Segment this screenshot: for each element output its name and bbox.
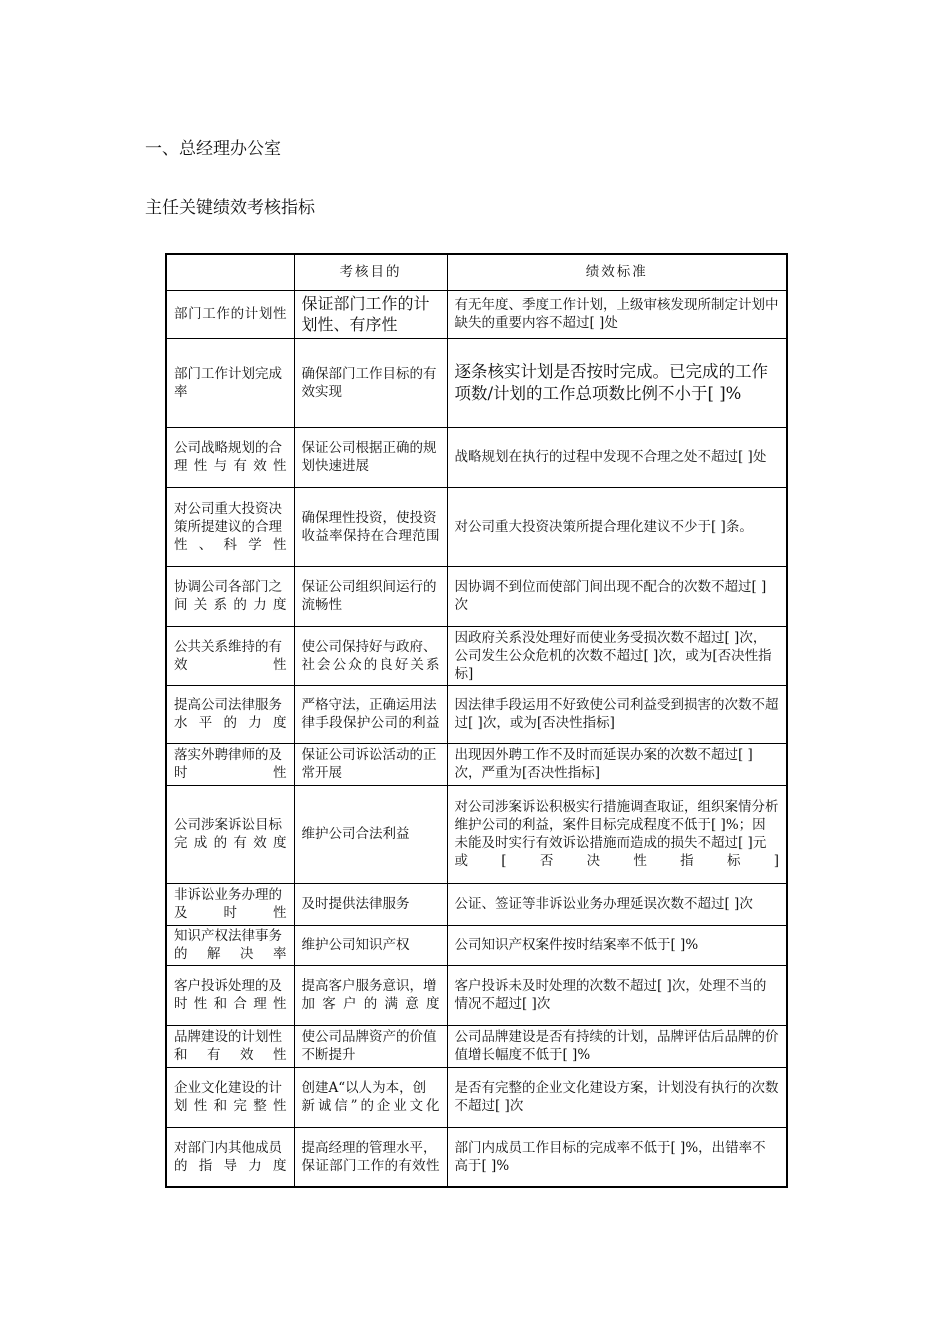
standard-cell: 战略规划在执行的过程中发现不合理之处不超过[ ]处 (447, 427, 787, 487)
purpose-cell: 确保理性投资，使投资收益率保持在合理范围 (294, 487, 447, 566)
standard-cell: 客户投诉未及时处理的次数不超过[ ]次，处理不当的情况不超过[ ]次 (447, 965, 787, 1025)
standard-cell: 是否有完整的企业文化建设方案，计划没有执行的次数不超过[ ]次 (447, 1067, 787, 1127)
purpose-cell: 保证公司根据正确的规划快速进展 (294, 427, 447, 487)
purpose-cell: 创建A“以人为本，创新诚信”的企业文化 (294, 1067, 447, 1127)
table-row (166, 487, 787, 566)
purpose-cell: 维护公司知识产权 (294, 925, 447, 965)
standard-cell: 对公司涉案诉讼积极实行措施调查取证，组织案情分析维护公司的利益，案件目标完成程度不低于[ ]%；因未能及时实行有效诉讼措施而造成的损失不超过[ ]元或[否决性指标] (447, 785, 787, 883)
purpose-cell: 确保部门工作目标的有效实现 (294, 338, 447, 427)
indicator-cell: 知识产权法律事务的解决率 (166, 925, 294, 965)
table-row (166, 290, 787, 338)
standard-cell: 公证、签证等非诉讼业务办理延误次数不超过[ ]次 (447, 883, 787, 925)
standard-cell: 部门内成员工作目标的完成率不低于[ ]%，出错率不高于[ ]% (447, 1127, 787, 1187)
table-row (166, 1127, 787, 1187)
standard-cell: 公司知识产权案件按时结案率不低于[ ]% (447, 925, 787, 965)
indicator-cell: 公司涉案诉讼目标完成的有效度 (166, 785, 294, 883)
header-standard: 绩效标准 (447, 254, 787, 290)
table-title: 主任关键绩效考核指标 (145, 198, 315, 218)
purpose-cell: 提高客户服务意识，增加客户的满意度 (294, 965, 447, 1025)
table-header-row (166, 254, 787, 290)
table-row (166, 743, 787, 785)
table-row (166, 965, 787, 1025)
indicator-cell: 企业文化建设的计划性和完整性 (166, 1067, 294, 1127)
indicator-cell: 协调公司各部门之间关系的力度 (166, 566, 294, 626)
indicator-cell: 对部门内其他成员的指导力度 (166, 1127, 294, 1187)
purpose-cell: 保证部门工作的计划性、有序性 (294, 290, 447, 338)
purpose-cell: 维护公司合法利益 (294, 785, 447, 883)
table-row (166, 626, 787, 685)
section-heading: 一、总经理办公室 (145, 139, 281, 159)
standard-cell: 出现因外聘工作不及时而延误办案的次数不超过[ ]次，严重为[否决性指标] (447, 743, 787, 785)
standard-cell: 因协调不到位而使部门间出现不配合的次数不超过[ ]次 (447, 566, 787, 626)
table-row (166, 883, 787, 925)
indicator-cell: 公共关系维持的有效性 (166, 626, 294, 685)
table-row (166, 1025, 787, 1067)
standard-cell: 因法律手段运用不好致使公司利益受到损害的次数不超过[ ]次，或为[否决性指标] (447, 685, 787, 743)
header-purpose: 考核目的 (294, 254, 447, 290)
indicator-cell: 对公司重大投资决策所提建议的合理性、科学性 (166, 487, 294, 566)
table-row (166, 785, 787, 883)
standard-cell: 有无年度、季度工作计划，上级审核发现所制定计划中缺失的重要内容不超过[ ]处 (447, 290, 787, 338)
purpose-cell: 提高经理的管理水平，保证部门工作的有效性 (294, 1127, 447, 1187)
indicator-cell: 非诉讼业务办理的及时性 (166, 883, 294, 925)
table-row (166, 427, 787, 487)
purpose-cell: 使公司保持好与政府、社会公众的良好关系 (294, 626, 447, 685)
table-row (166, 338, 787, 427)
table-row (166, 685, 787, 743)
table-row (166, 1067, 787, 1127)
standard-cell: 对公司重大投资决策所提合理化建议不少于[ ]条。 (447, 487, 787, 566)
purpose-cell: 及时提供法律服务 (294, 883, 447, 925)
indicator-cell: 客户投诉处理的及时性和合理性 (166, 965, 294, 1025)
indicator-cell: 部门工作计划完成率 (166, 338, 294, 427)
purpose-cell: 严格守法，正确运用法律手段保护公司的利益 (294, 685, 447, 743)
standard-cell: 因政府关系没处理好而使业务受损次数不超过[ ]次，公司发生公众危机的次数不超过[ ]次，或为[否决性指标] (447, 626, 787, 685)
standard-cell: 逐条核实计划是否按时完成。已完成的工作项数/计划的工作总项数比例不小于[ ]% (447, 338, 787, 427)
table-row (166, 925, 787, 965)
indicator-cell: 部门工作的计划性 (166, 290, 294, 338)
indicator-cell: 公司战略规划的合理性与有效性 (166, 427, 294, 487)
purpose-cell: 保证公司诉讼活动的正常开展 (294, 743, 447, 785)
table-row (166, 566, 787, 626)
purpose-cell: 保证公司组织间运行的流畅性 (294, 566, 447, 626)
header-indicator (166, 254, 294, 290)
kpi-table (165, 253, 788, 1188)
purpose-cell: 使公司品牌资产的价值不断提升 (294, 1025, 447, 1067)
standard-cell: 公司品牌建设是否有持续的计划，品牌评估后品牌的价值增长幅度不低于[ ]% (447, 1025, 787, 1067)
indicator-cell: 品牌建设的计划性和有效性 (166, 1025, 294, 1067)
indicator-cell: 落实外聘律师的及时性 (166, 743, 294, 785)
indicator-cell: 提高公司法律服务水平的力度 (166, 685, 294, 743)
